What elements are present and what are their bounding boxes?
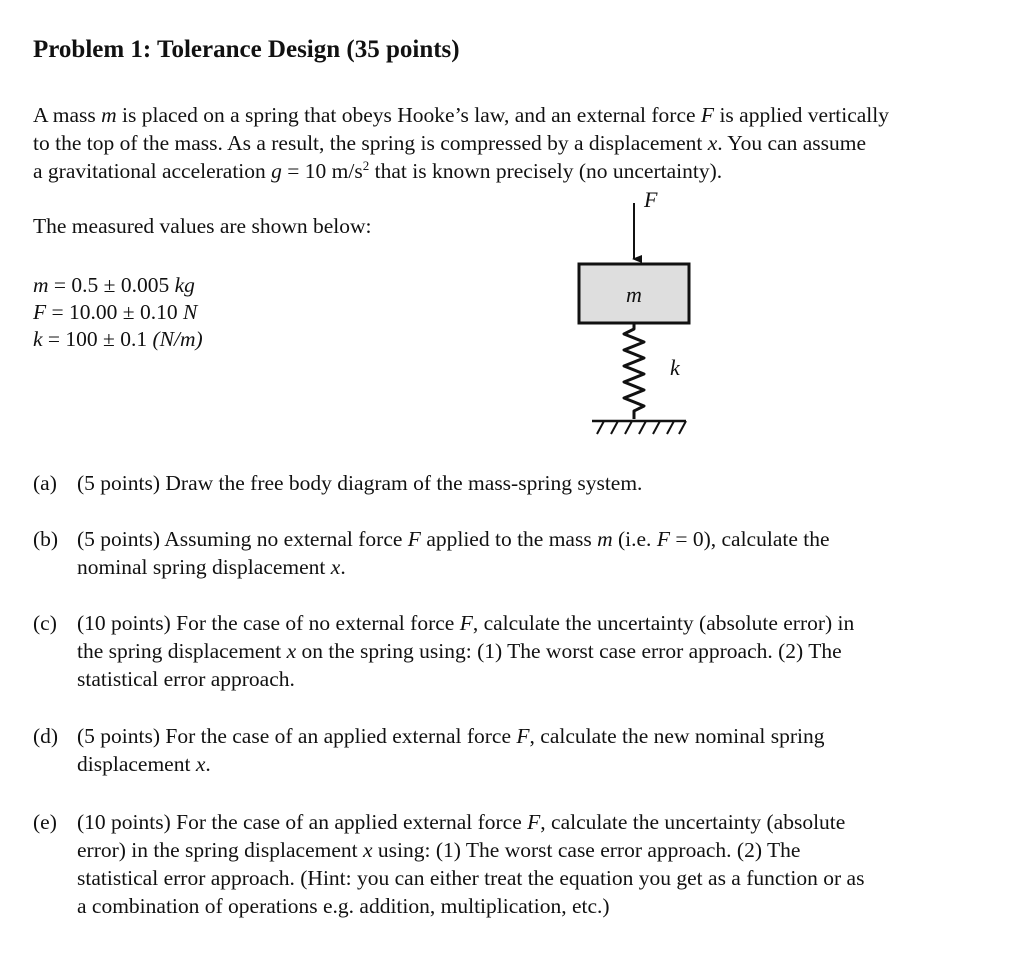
part-c: [33, 609, 993, 693]
gravity-symbol: g: [271, 159, 282, 183]
statement-line-1: [33, 101, 998, 129]
displacement-symbol: x: [330, 555, 341, 579]
part-b: [33, 525, 993, 581]
part-line: [77, 609, 993, 637]
part-text: statistical error approach.: [77, 667, 295, 691]
part-line: [77, 553, 993, 581]
part-text: , calculate the new nominal spring: [529, 724, 825, 748]
force-symbol: F: [407, 527, 421, 551]
part-label: (c): [33, 611, 57, 635]
part-text: (5 points) Draw the free body diagram of the mass-spring system.: [77, 471, 643, 495]
mass-symbol: m: [101, 103, 117, 127]
part-label: (a): [33, 471, 57, 495]
part-text: error) in the spring displacement: [77, 838, 363, 862]
statement-text: A mass: [33, 103, 102, 127]
part-text: .: [205, 752, 211, 776]
part-line: [77, 722, 993, 750]
part-label: (e): [33, 810, 57, 834]
mass-symbol: m: [33, 273, 49, 297]
part-text: the spring displacement: [77, 639, 287, 663]
part-line: [77, 836, 993, 864]
statement-line-3: [33, 157, 998, 185]
force-symbol: F: [527, 810, 541, 834]
force-symbol: F: [656, 527, 670, 551]
part-text: (5 points) For the case of an applied external force: [77, 724, 517, 748]
statement-text: = 10 m/s: [281, 159, 363, 183]
part-label: (b): [33, 527, 59, 551]
part-line: [77, 808, 993, 836]
value-text: = 0.5 ± 0.005: [48, 273, 175, 297]
problem-statement: [33, 101, 998, 185]
displacement-symbol: x: [286, 639, 297, 663]
part-text: nominal spring displacement: [77, 555, 331, 579]
part-text: (5 points) Assuming no external force: [77, 527, 408, 551]
unit: N: [182, 300, 198, 324]
part-text: (i.e.: [612, 527, 657, 551]
part-line: [77, 525, 993, 553]
unit: (N/m): [152, 327, 203, 351]
part-text: a combination of operations e.g. addition, multiplication, etc.): [77, 894, 610, 918]
displacement-symbol: x: [195, 752, 206, 776]
measured-values-label: The measured values are shown below:: [33, 214, 372, 238]
part-text: (10 points) For the case of an applied external force: [77, 810, 528, 834]
ground-hatch: [597, 421, 686, 434]
part-text: using: (1) The worst case error approach. (2) The: [372, 838, 801, 862]
displacement-symbol: x: [707, 131, 718, 155]
force-label: F: [644, 187, 658, 212]
statement-text: that is known precisely (no uncertainty).: [369, 159, 723, 183]
force-symbol: F: [459, 611, 473, 635]
part-text: , calculate the uncertainty (absolute: [540, 810, 846, 834]
statement-line-2: [33, 129, 998, 157]
part-a: [33, 469, 993, 497]
spring-label: k: [670, 355, 680, 380]
problem-title: Problem 1: Tolerance Design (35 points): [33, 36, 460, 63]
mass-label: m: [626, 282, 642, 307]
part-text: (10 points) For the case of no external force: [77, 611, 460, 635]
unit: kg: [174, 273, 195, 297]
displacement-symbol: x: [362, 838, 373, 862]
statement-text: a gravitational acceleration: [33, 159, 272, 183]
part-text: , calculate the uncertainty (absolute error) in: [472, 611, 855, 635]
part-text: applied to the mass: [420, 527, 598, 551]
part-label: (d): [33, 724, 59, 748]
part-line: [77, 637, 993, 665]
force-symbol: F: [33, 300, 47, 324]
mass-spring-diagram: [560, 185, 720, 445]
part-text: displacement: [77, 752, 196, 776]
part-e: [33, 808, 993, 920]
statement-text: to the top of the mass. As a result, the spring is compressed by a displacement: [33, 131, 708, 155]
value-text: = 100 ± 0.1: [42, 327, 153, 351]
stiffness-value: [33, 326, 203, 353]
part-d: [33, 722, 993, 778]
statement-text: is applied vertically: [714, 103, 889, 127]
spring-coil: [624, 323, 644, 419]
stiffness-symbol: k: [33, 327, 43, 351]
exponent: 2: [362, 157, 370, 173]
part-text: statistical error approach. (Hint: you can either treat the equation you get as a function or as: [77, 866, 865, 890]
part-text: on the spring using: (1) The worst case error approach. (2) The: [296, 639, 842, 663]
force-symbol: F: [700, 103, 715, 127]
value-text: = 10.00 ± 0.10: [46, 300, 183, 324]
statement-text: is placed on a spring that obeys Hooke’s law, and an external force: [116, 103, 701, 127]
force-symbol: F: [516, 724, 530, 748]
part-text: = 0), calculate the: [669, 527, 830, 551]
measured-values: [33, 272, 203, 353]
force-value: [33, 299, 203, 326]
mass-value: [33, 272, 203, 299]
statement-text: . You can assume: [717, 131, 866, 155]
part-text: .: [340, 555, 346, 579]
mass-symbol: m: [597, 527, 613, 551]
part-line: [77, 750, 993, 778]
